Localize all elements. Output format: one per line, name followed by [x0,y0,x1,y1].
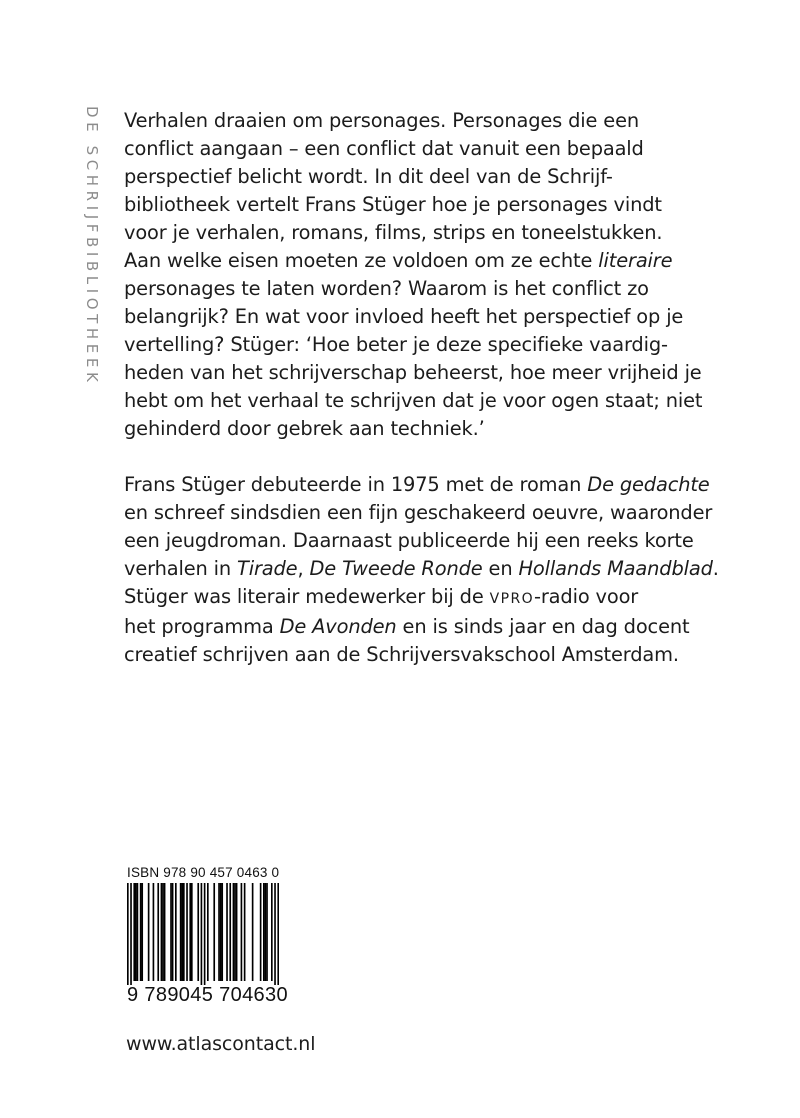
barcode-bar [186,883,188,981]
barcode-bar [161,883,163,981]
text-line: Verhalen draaien om personages. Personages die een [124,109,639,132]
barcode-bar [153,883,155,981]
text-segment: . [712,557,719,580]
italic-title: De Avonden [279,615,397,638]
publisher-website: www.atlascontact.nl [126,1033,316,1055]
text-segment: , [297,557,310,580]
text-line: bibliotheek vertelt Frans Stüger hoe je personages vindt [124,193,662,216]
barcode-bar [277,883,279,991]
text-line [124,555,774,583]
isbn-label: ISBN 978 90 457 0463 0 [127,865,280,880]
text-line: en schreef sindsdien een fijn geschakeerd oeuvre, waaronder [124,501,713,524]
barcode-bar [148,883,150,981]
barcode-bar [170,883,172,981]
text-segment: Aan welke eisen moeten ze voldoen om ze echte [124,249,599,272]
text-line [124,613,774,641]
barcode-bar [274,883,276,991]
text-line: een jeugdroman. Daarnaast publiceerde hij een reeks korte [124,529,694,552]
barcode-bar [266,883,268,981]
barcode-bar [244,883,246,981]
text-line [124,247,774,275]
small-caps-acronym: VPRO [489,591,535,607]
barcode-bar [175,883,177,981]
barcode-bar [180,883,182,981]
barcode-bar [229,883,231,981]
italic-title: Hollands Maandblad [518,557,713,580]
barcode-bar [135,883,137,981]
text-line: conflict aangaan – een conflict dat vanuit een bepaald [124,137,644,160]
text-line: vertelling? Stüger: ‘Hoe beter je deze specifieke vaardig- [124,333,668,356]
barcode-bar [204,883,206,991]
blurb-paragraph-author-bio [124,471,774,669]
text-segment: en [482,557,519,580]
text-line: belangrijk? En wat voor invloed heeft het perspectief op je [124,305,684,328]
barcode-bar [141,883,143,981]
italic-title: De Tweede Ronde [309,557,483,580]
text-line: creatief schrijven aan de Schrijversvakschool Amsterdam. [124,643,679,666]
barcode-bar [127,883,129,991]
barcode-bar [157,883,159,981]
italic-term: literaire [598,249,673,272]
barcode-image [127,883,279,991]
isbn-barcode-digits: 9 789045 704630 [127,984,288,1006]
text-line: personages te laten worden? Waarom is het conflict zo [124,277,649,300]
barcode-bar [197,883,199,981]
text-segment: en is sinds jaar en dag docent [396,615,690,638]
barcode-bar [233,883,235,981]
barcode-bar [133,883,135,981]
barcode-bar [172,883,174,981]
barcode-bar [252,883,254,981]
text-line: perspectief belicht wordt. In dit deel van de Schrijf- [124,165,613,188]
barcode-bar [181,883,183,981]
text-segment: Frans Stüger debuteerde in 1975 met de roman [124,473,588,496]
barcode-bar [263,883,265,981]
text-line [124,471,774,499]
barcode-bar [218,883,220,981]
barcode-bar [189,883,191,981]
barcode-bar [137,883,139,981]
barcode-bar [220,883,222,981]
text-segment: het programma [124,615,280,638]
barcode-bar [207,883,209,981]
barcode-bar [241,883,243,981]
text-line: voor je verhalen, romans, films, strips en toneelstukken. [124,221,663,244]
barcode-bar [201,883,203,991]
text-segment: Stüger was literair medewerker bij de [124,585,490,608]
barcode-bar [164,883,166,981]
barcode-bar [130,883,132,991]
text-line: hebt om het verhaal te schrijven dat je voor ogen staat; niet [124,389,703,412]
italic-title: Tirade [237,557,298,580]
barcode-bar [183,883,185,981]
back-cover-blurb [124,107,774,669]
barcode-bar [191,883,193,981]
barcode-bar [260,883,262,981]
barcode-bar [162,883,164,981]
barcode-bar [236,883,238,981]
text-line: gehinderd door gebrek aan techniek.’ [124,417,485,440]
text-line: heden van het schrijverschap beheerst, hoe meer vrijheid je [124,361,702,384]
barcode-bar [140,883,142,981]
barcode-bar [271,883,273,981]
barcode-bar [221,883,223,981]
text-segment: verhalen in [124,557,238,580]
barcode-bar [213,883,215,981]
barcode-bar [226,883,228,981]
italic-title: De gedachte [587,473,710,496]
barcode-bar [265,883,267,981]
text-segment: -radio voor [534,585,639,608]
barcode-bar [234,883,236,981]
text-line [124,583,774,613]
spine-series-title: DE SCHRIJFBIBLIOTHEEK [83,106,101,387]
blurb-paragraph-description [124,107,774,443]
